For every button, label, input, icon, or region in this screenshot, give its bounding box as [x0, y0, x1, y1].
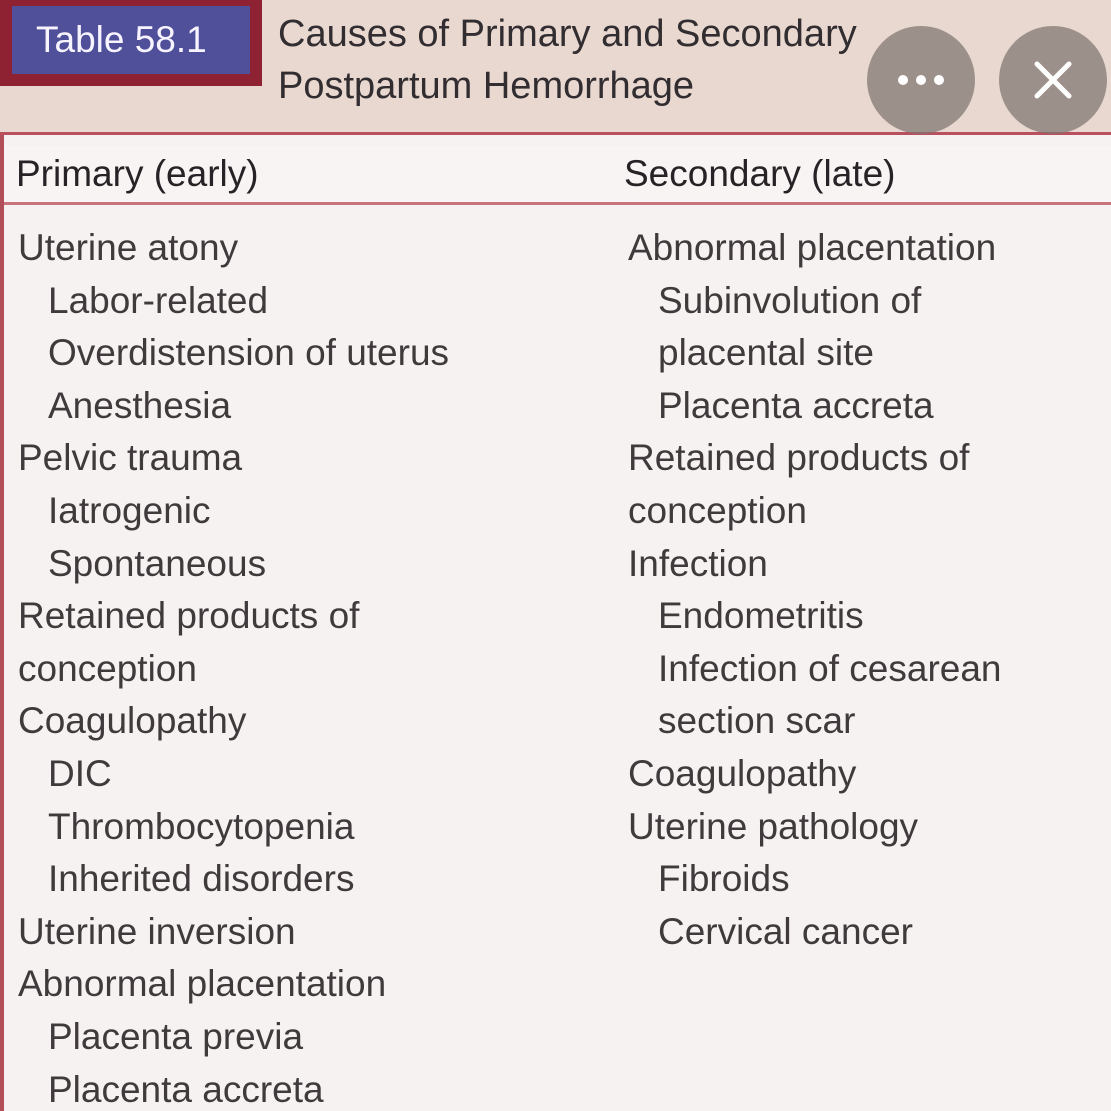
- secondary-cause-coagulopathy: Coagulopathy: [628, 752, 857, 794]
- column-header-row: [4, 146, 1111, 205]
- close-icon: [999, 26, 1107, 134]
- secondary-cause-infection: Infection: [628, 542, 768, 584]
- primary-cause-overdistension-of-uterus: Overdistension of uterus: [48, 332, 450, 374]
- secondary-cause-cesarean-infection-line-2: section scar: [658, 700, 856, 742]
- secondary-cause-subinvolution-line-2: placental site: [658, 332, 874, 374]
- secondary-cause-fibroids: Fibroids: [658, 858, 790, 900]
- primary-column-header: Primary (early): [16, 153, 259, 194]
- secondary-cause-subinvolution-line-1: Subinvolution of: [658, 279, 922, 321]
- table-title-line-1: Causes of Primary and Secondary: [278, 13, 857, 55]
- secondary-cause-endometritis: Endometritis: [658, 595, 864, 637]
- secondary-cause-cesarean-infection-line-1: Infection of cesarean: [658, 647, 1002, 689]
- table-number-label: Table 58.1: [12, 6, 250, 74]
- primary-cause-abnormal-placentation: Abnormal placentation: [18, 963, 387, 1005]
- table-number-badge: [0, 0, 262, 86]
- secondary-cause-placenta-accreta: Placenta accreta: [658, 384, 934, 426]
- primary-cause-uterine-inversion: Uterine inversion: [18, 910, 296, 952]
- primary-cause-spontaneous: Spontaneous: [48, 542, 267, 584]
- table-title-line-2: Postpartum Hemorrhage: [278, 65, 695, 107]
- primary-cause-dic: DIC: [48, 752, 112, 794]
- primary-cause-placenta-accreta: Placenta accreta: [48, 1068, 324, 1110]
- secondary-cause-abnormal-placentation: Abnormal placentation: [628, 227, 997, 268]
- primary-cause-pelvic-trauma: Pelvic trauma: [18, 437, 243, 479]
- secondary-cause-retained-products-line-1: Retained products of: [628, 437, 970, 479]
- primary-causes-column: [18, 222, 578, 1111]
- primary-cause-inherited-disorders: Inherited disorders: [48, 858, 355, 900]
- secondary-causes-column: [628, 222, 1111, 958]
- primary-cause-labor-related: Labor-related: [48, 279, 269, 321]
- secondary-cause-retained-products-line-2: conception: [628, 489, 807, 531]
- primary-cause-anesthesia: Anesthesia: [48, 384, 232, 426]
- table-title: [278, 8, 958, 112]
- primary-cause-coagulopathy: Coagulopathy: [18, 700, 247, 742]
- close-button[interactable]: [999, 26, 1107, 134]
- primary-cause-placenta-previa: Placenta previa: [48, 1015, 304, 1057]
- primary-cause-retained-products-line-1: Retained products of: [18, 595, 360, 637]
- primary-cause-uterine-atony: Uterine atony: [18, 227, 239, 268]
- more-horizontal-icon: [867, 26, 975, 134]
- primary-cause-retained-products-line-2: conception: [18, 647, 197, 689]
- primary-cause-thrombocytopenia: Thrombocytopenia: [48, 805, 355, 847]
- secondary-column-header: Secondary (late): [624, 153, 896, 194]
- secondary-cause-cervical-cancer: Cervical cancer: [658, 910, 913, 952]
- table-body: [4, 222, 1111, 1111]
- more-options-button[interactable]: [867, 26, 975, 134]
- secondary-cause-uterine-pathology: Uterine pathology: [628, 805, 919, 847]
- primary-cause-iatrogenic: Iatrogenic: [48, 489, 211, 531]
